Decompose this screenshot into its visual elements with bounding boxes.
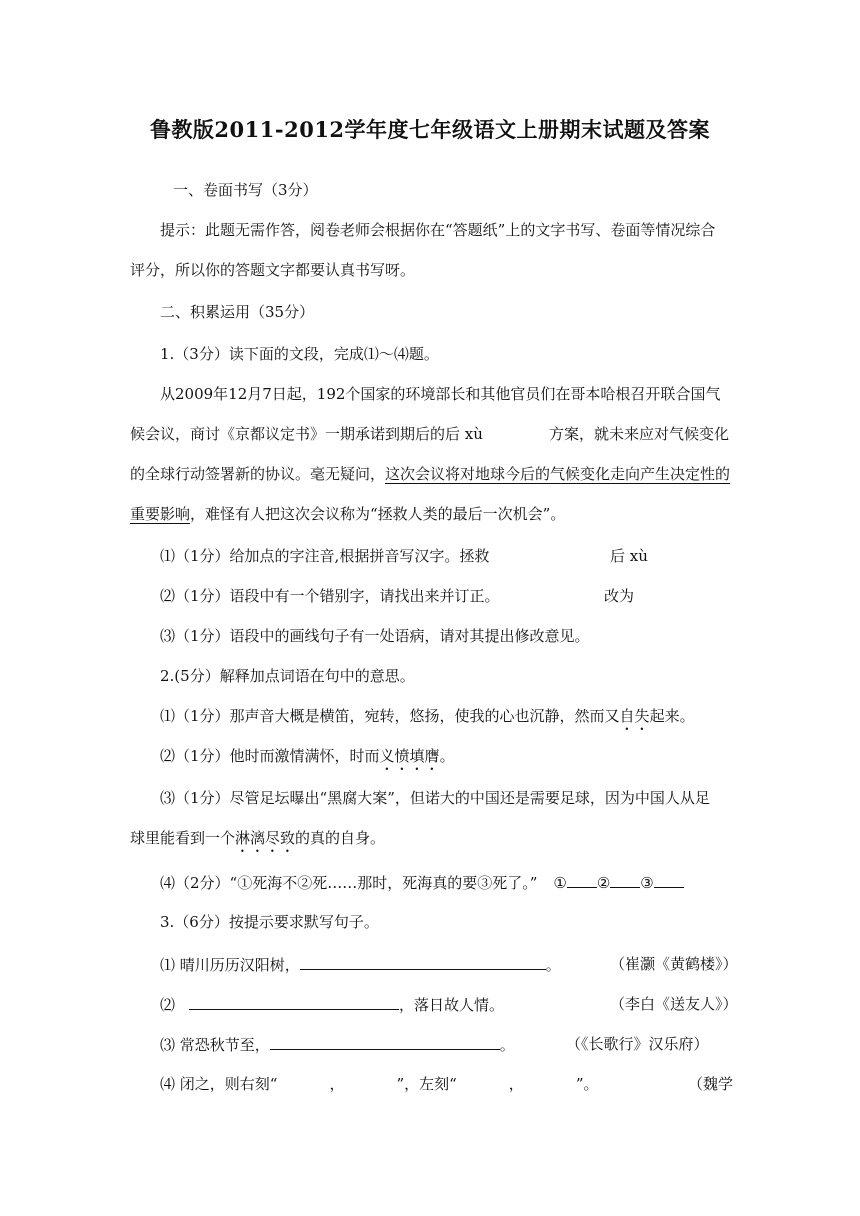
q3-s3-text: ⑶ 常恐秋节至，: [160, 1036, 270, 1054]
q3-s4-text: ⑷ 闭之，则右刻“: [160, 1075, 278, 1093]
q3-s2: [160, 993, 504, 1016]
q1-passage-line-4: [130, 503, 565, 525]
q3-s4-comma-2: ，: [508, 1075, 524, 1093]
q1-sub2-change-to: 改为: [604, 587, 635, 605]
q3-s1: [160, 953, 561, 976]
q2-sub3-tail: 的真的自身。: [295, 829, 386, 847]
q2-sub1-tail: 起来。: [649, 707, 695, 725]
q3-s3-period: 。: [499, 1036, 515, 1054]
q1-sub1-pinyin: 后 xù: [610, 547, 648, 565]
q3-s1-source: （崔灏《黄鹤楼》）: [610, 955, 738, 973]
q1-passage-line-2b: 方案，就未来应对气候变化: [549, 425, 730, 443]
q3-s1-period: 。: [545, 956, 561, 974]
q2-sub4-text: ⑷（2分）“①死海不②死……那时，死海真的要③死了。”: [160, 874, 538, 892]
q1-sub3: ⑶（1分）语段中的画线句子有一处语病，请对其提出修改意见。: [160, 627, 590, 645]
q2-sub1: [160, 705, 695, 734]
q2-sub4-blank-2[interactable]: [610, 871, 640, 888]
q3-s3: [160, 1033, 515, 1056]
q3-s1-blank[interactable]: [300, 953, 546, 970]
q2-sub1-dotted-word: 自失: [619, 707, 650, 725]
tip-line-1: 提示：此题无需作答，阅卷老师会根据你在“答题纸”上的文字书写、卷面等情况综合: [160, 221, 716, 239]
q2-stem: 2.(5分）解释加点词语在句中的意思。: [160, 667, 415, 685]
q2-sub2-tail: 。: [439, 747, 455, 765]
q1-passage-line-2a: 候会议，商讨《京都议定书》一期承诺到期后的后 xù: [130, 425, 483, 443]
q3-s4-text-3: ”。: [575, 1075, 599, 1093]
q3-s3-blank[interactable]: [270, 1033, 500, 1050]
q2-sub4-mark-2: ②: [596, 874, 611, 892]
q2-sub4: [160, 871, 684, 894]
q2-sub2-text: ⑵（1分）他时而激情满怀，时而: [160, 747, 380, 765]
q2-sub3-text: 球里能看到一个: [130, 829, 236, 847]
q3-s4: [160, 1073, 598, 1095]
section-1-heading: 一、卷面书写（3分）: [173, 181, 318, 199]
q1-passage-line-3a: 的全球行动签署新的协议。毫无疑问，: [130, 465, 386, 483]
q3-s4-text-2: ”，左刻“: [396, 1075, 457, 1093]
q1-underlined-sentence-part2: 重要影响: [130, 505, 191, 523]
q2-sub2: [160, 745, 455, 774]
q1-stem: 1.（3分）读下面的文段，完成⑴～⑷题。: [160, 345, 439, 363]
q3-s2-source: （李白《送友人》）: [610, 995, 738, 1013]
q1-underlined-sentence-part1: 这次会议将对地球今后的气候变化走向产生决定性的: [385, 465, 731, 483]
q1-sub1: ⑴（1分）给加点的字注音,根据拼音写汉字。拯救: [160, 547, 490, 565]
tip-line-2: 评分，所以你的答题文字都要认真书写呀。: [130, 261, 416, 279]
q3-s2-blank[interactable]: [189, 993, 399, 1010]
q2-sub3-dotted-word: 淋漓尽致: [235, 829, 296, 847]
page-title: 鲁教版2011-2012学年度七年级语文上册期末试题及答案: [149, 117, 711, 142]
q2-sub4-blank-1[interactable]: [567, 871, 597, 888]
q1-sub2: ⑵（1分）语段中有一个错别字，请找出来并订正。: [160, 587, 500, 605]
q2-sub4-mark-1: ①: [553, 874, 567, 892]
q3-s4-comma-1: ，: [329, 1075, 345, 1093]
q2-sub3-line-2: [130, 827, 385, 856]
q3-s2-num: ⑵: [160, 996, 176, 1014]
q2-sub1-text: ⑴（1分）那声音大概是横笛，宛转，悠扬，使我的心也沉静，然而又: [160, 707, 620, 725]
q3-s3-source: （《长歌行》汉乐府）: [566, 1035, 709, 1053]
q3-s2-text: ，落日故人情。: [399, 996, 505, 1014]
q2-sub3-line-1: ⑶（1分）尽管足坛曝出“黑腐大案”，但诺大的中国还是需要足球，因为中国人从足: [160, 789, 710, 807]
section-2-heading: 二、积累运用（35分）: [160, 303, 315, 321]
q2-sub2-dotted-word: 义愤填膺: [379, 747, 440, 765]
q3-stem: 3.（6分）按提示要求默写句子。: [160, 913, 379, 931]
q1-passage-line-4b: ，难怪有人把这次会议称为“拯救人类的最后一次机会”。: [190, 505, 566, 523]
q3-s1-text: ⑴ 晴川历历汉阳树，: [160, 956, 300, 974]
q1-passage-line-1: 从2009年12月7日起，192个国家的环境部长和其他官员们在哥本哈根召开联合国气: [160, 385, 721, 403]
q3-s4-source: （魏学: [688, 1075, 734, 1093]
q1-passage-line-3: [130, 463, 730, 485]
q2-sub4-blank-3[interactable]: [654, 871, 684, 888]
q2-sub4-mark-3: ③: [640, 874, 654, 892]
